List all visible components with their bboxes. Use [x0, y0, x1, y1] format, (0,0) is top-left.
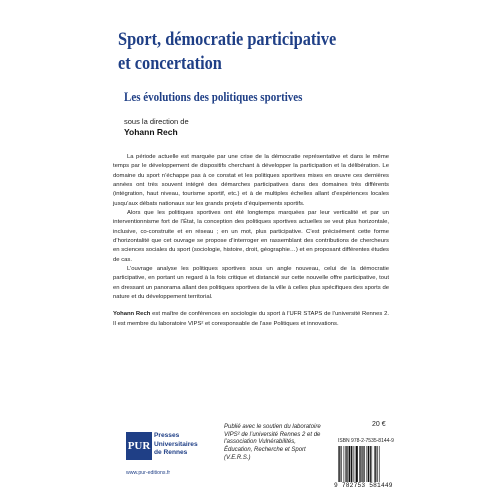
blurb — [113, 153, 389, 303]
barcode-number: 9 782753 581449 — [334, 482, 393, 489]
book-subtitle: Les évolutions des politiques sportives — [124, 90, 303, 104]
title-line-1: Sport, démocratie participative — [118, 29, 337, 50]
publisher-website: www.pur-editions.fr — [126, 470, 171, 476]
author-bio — [113, 310, 389, 329]
barcode-icon — [338, 446, 400, 482]
blurb-paragraph-1: La période actuelle est marquée par une crise de la démocratie représentative et dans le même temps par le développement de dispositifs cherchant à développer la participation et la délibération. Le domaine du sport n’échappe pas à ce constat et les politiques sportives mises en œuvre ces dernières années ont très souvent intégré des démarches participatives dans des domaines très différents (intégration, haut niveau, tourisme sportif, etc.) et à de multiples échelles allant d’expériences locales jusqu’aux débats nationaux sur les grands projets d’équipements sportifs. — [113, 154, 389, 207]
publisher-line-2: Universitaires — [154, 440, 198, 448]
blurb-paragraph-2: Alors que les politiques sportives ont été longtemps marquées par leur verticalité et par un interventionnisme fort de l’État, la conception des politiques sportives actuelles se veut plus horizontale, inclusive, co-construite et en réseau ; en un mot, plus participative. C’est précisément cette forme d’horizontalité que cet ouvrage se propose d’interroger en rassemblant des contributions de chercheurs en sciences sociales du sport (sociologie, histoire, droit, géographie…) et en proposant différentes études de cas. — [113, 210, 389, 263]
blurb-paragraph-3: L’ouvrage analyse les politiques sportives sous un angle nouveau, celui de la démocratie participative, en portant un regard à la fois critique et distancié sur cette nouvelle offre participative, tout en dressant un panorama allant des politiques sportives de la ville à celles plus spécifiques des sports de nature et du développement territorial. — [113, 266, 389, 301]
publisher-logo-icon: PUR — [126, 432, 152, 460]
publisher-line-1: Presses — [154, 432, 180, 439]
title-line-2: et concertation — [118, 53, 222, 74]
back-cover — [86, 0, 416, 500]
bio-text: est maître de conférences en sociologie du sport à l’UFR STAPS de l’université Rennes 2. Il est membre du laboratoire VIPS² et coresponsable de l’axe Politiques et innovations. — [113, 311, 389, 327]
price: 20 € — [372, 421, 386, 428]
publisher-name — [154, 432, 198, 458]
support-note: Publié avec le soutien du laboratoire VIPS² de l’université Rennes 2 et de l’association Vulnérabilités, Éducation, Recherche et Sport (V.E.R.S.) — [224, 424, 321, 461]
book-title — [118, 28, 359, 76]
isbn: ISBN 978-2-7535-8144-9 — [338, 438, 394, 444]
direction-label: sous la direction de — [124, 117, 189, 126]
publisher-line-3: de Rennes — [154, 449, 188, 457]
editor-name: Yohann Rech — [124, 127, 178, 137]
bio-name: Yohann Rech — [113, 311, 151, 317]
